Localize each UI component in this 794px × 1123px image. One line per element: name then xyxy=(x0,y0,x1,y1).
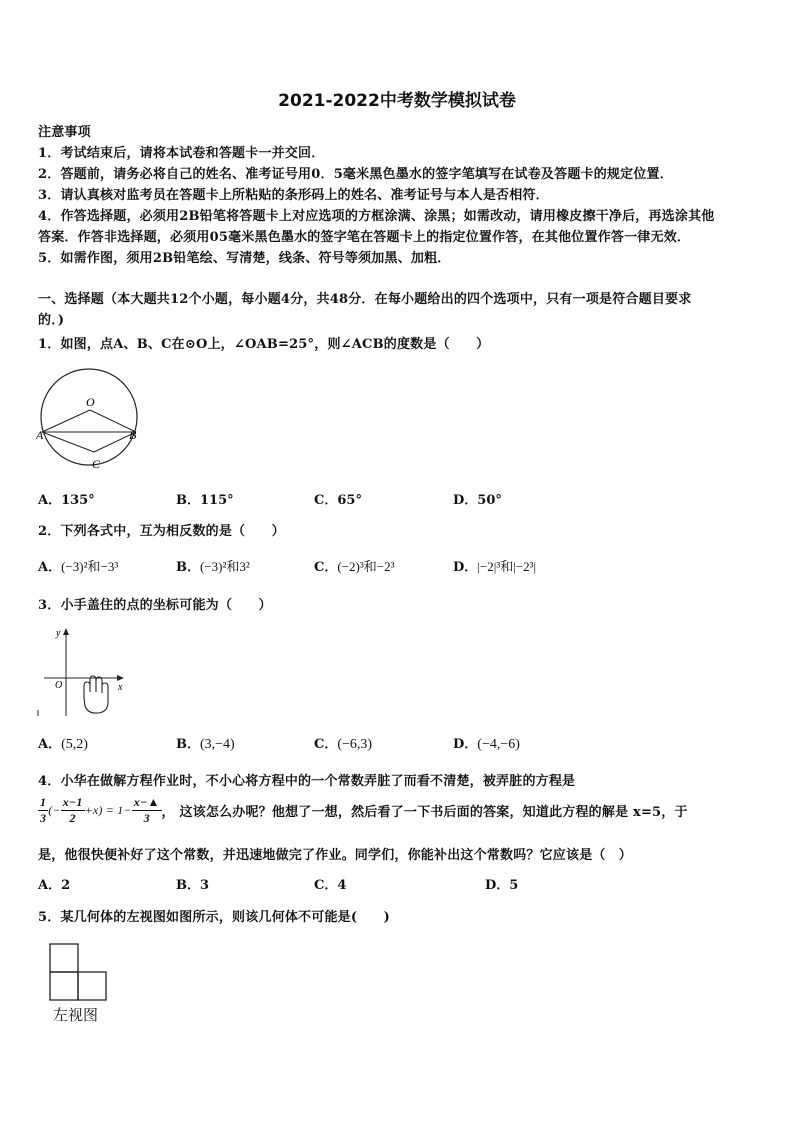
page-title: 2021-2022中考数学模拟试卷 xyxy=(278,91,516,111)
q4-line-3: 是，他很快便补好了这个常数，并迅速地做完了作业。同学们，你能补出这个常数吗？它应该是（ ） xyxy=(38,848,633,863)
q1-label-o: O xyxy=(86,395,95,409)
q4-option-a: A．2 xyxy=(38,878,71,893)
q4-frac-1-3 xyxy=(38,795,48,826)
q4-frac2-num: x−1 xyxy=(62,795,83,809)
q3-option-c-label: C． xyxy=(314,737,338,752)
q5-stem: 5．某几何体的左视图如图所示，则该几何体不可能是( ) xyxy=(38,910,390,925)
q1-option-d: D．50° xyxy=(453,493,502,508)
q3-option-b-text: (3,−4) xyxy=(200,737,235,752)
q1-option-b: B．115° xyxy=(176,493,234,508)
q1-label-a: A xyxy=(36,428,44,442)
q5-caption: 左视图 xyxy=(53,1006,99,1024)
q1-circle-figure xyxy=(36,364,144,472)
q2-option-d-label: D． xyxy=(453,560,478,575)
q2-option-d xyxy=(453,556,536,575)
q5-left-view-figure xyxy=(46,940,112,1004)
q4-frac3-num: x−▲ xyxy=(133,795,160,809)
q2-option-a-text: (−3)²和−3³ xyxy=(61,559,119,574)
q3-origin-label: O xyxy=(55,680,63,691)
section-heading: 一、选择题（本大题共12个小题，每小题4分，共48分．在每小题给出的四个选项中，只有一项是符合题目要求 xyxy=(38,292,692,307)
q1-label-c: C xyxy=(92,457,101,471)
q4-frac-3 xyxy=(132,795,162,826)
q3-axis-y-label: y xyxy=(56,628,61,639)
q3-option-c xyxy=(314,733,372,753)
q2-option-c-label: C． xyxy=(314,560,338,575)
notice-item-4-cont: 答案．作答非选择题，必须用05毫米黑色墨水的签字笔在答题卡上的指定位置作答，在其他位置作答一律无效． xyxy=(38,230,691,245)
q4-eq-part2: +x) = 1− xyxy=(84,803,132,817)
q3-option-d-label: D． xyxy=(453,737,478,752)
q1-option-c: C．65° xyxy=(314,493,362,508)
q4-frac1-den: 3 xyxy=(40,811,47,825)
q2-option-b xyxy=(176,556,250,575)
q2-option-b-label: B． xyxy=(176,560,200,575)
q1-option-a: A．135° xyxy=(38,493,95,508)
q3-option-d xyxy=(453,733,520,753)
section-heading-cont: 的．) xyxy=(38,313,65,328)
q4-line-2-rest: ， 这该怎么办呢？他想了一想，然后看了一下书后面的答案，知道此方程的解是 x=5，于 xyxy=(161,805,688,820)
q4-option-d: D．5 xyxy=(485,878,519,893)
q3-option-a-text: (5,2) xyxy=(61,737,88,752)
notice-item-3: 3．请认真核对监考员在答题卡上所粘贴的条形码上的姓名、准考证号与本人是否相符． xyxy=(38,188,549,203)
q2-option-a xyxy=(38,556,118,575)
q4-eq-part1: (− xyxy=(48,803,61,817)
q4-option-b: B．3 xyxy=(176,878,210,893)
q4-frac2-den: 2 xyxy=(69,811,76,825)
q4-equation-line xyxy=(38,795,688,826)
notice-heading: 注意事项 xyxy=(38,125,91,140)
q2-stem: 2．下列各式中，互为相反数的是（ ） xyxy=(38,524,285,539)
q3-stem: 3．小手盖住的点的坐标可能为（ ） xyxy=(38,598,272,613)
q4-frac3-den: 3 xyxy=(143,811,150,825)
q3-coordinate-figure xyxy=(36,626,130,718)
q3-option-b-label: B． xyxy=(176,737,200,752)
hand-icon xyxy=(84,676,108,713)
q2-option-b-text: (−3)²和3² xyxy=(200,559,250,574)
q4-frac1-num: 1 xyxy=(40,795,47,809)
q2-option-c xyxy=(314,556,394,575)
q4-frac-2 xyxy=(61,795,85,826)
notice-item-1: 1．考试结束后，请将本试卷和答题卡一并交回． xyxy=(38,146,325,161)
q3-option-c-text: (−6,3) xyxy=(337,737,373,752)
q3-option-b xyxy=(176,733,235,753)
notice-item-4: 4．作答选择题，必须用2B铅笔将答题卡上对应选项的方框涂满、涂黑；如需改动，请用橡皮擦干净后，再选涂其他 xyxy=(38,209,715,224)
q3-axis-x-label: x xyxy=(118,682,123,693)
q4-option-c: C．4 xyxy=(314,878,347,893)
q2-option-a-label: A． xyxy=(38,560,62,575)
q2-option-d-text: |−2|³和|−2³| xyxy=(477,559,537,574)
q1-stem: 1．如图，点A、B、C在⊙O上，∠OAB=25°，则∠ACB的度数是（ ） xyxy=(38,337,490,352)
q2-option-c-text: (−2)³和−2³ xyxy=(337,559,395,574)
q3-option-d-text: (−4,−6) xyxy=(477,737,520,752)
notice-item-5: 5．如需作图，须用2B铅笔绘、写清楚，线条、符号等须加黑、加粗． xyxy=(38,251,451,266)
q3-option-a-label: A． xyxy=(38,737,62,752)
notice-item-2: 2．答题前，请务必将自己的姓名、准考证号用0．5毫米黑色墨水的签字笔填写在试卷及答题卡的规定位置． xyxy=(38,167,673,182)
q4-line-1: 4．小华在做解方程作业时，不小心将方程中的一个常数弄脏了而看不清楚，被弄脏的方程是 xyxy=(38,774,576,789)
q3-option-a xyxy=(38,733,88,753)
q1-label-b: B xyxy=(129,428,137,442)
